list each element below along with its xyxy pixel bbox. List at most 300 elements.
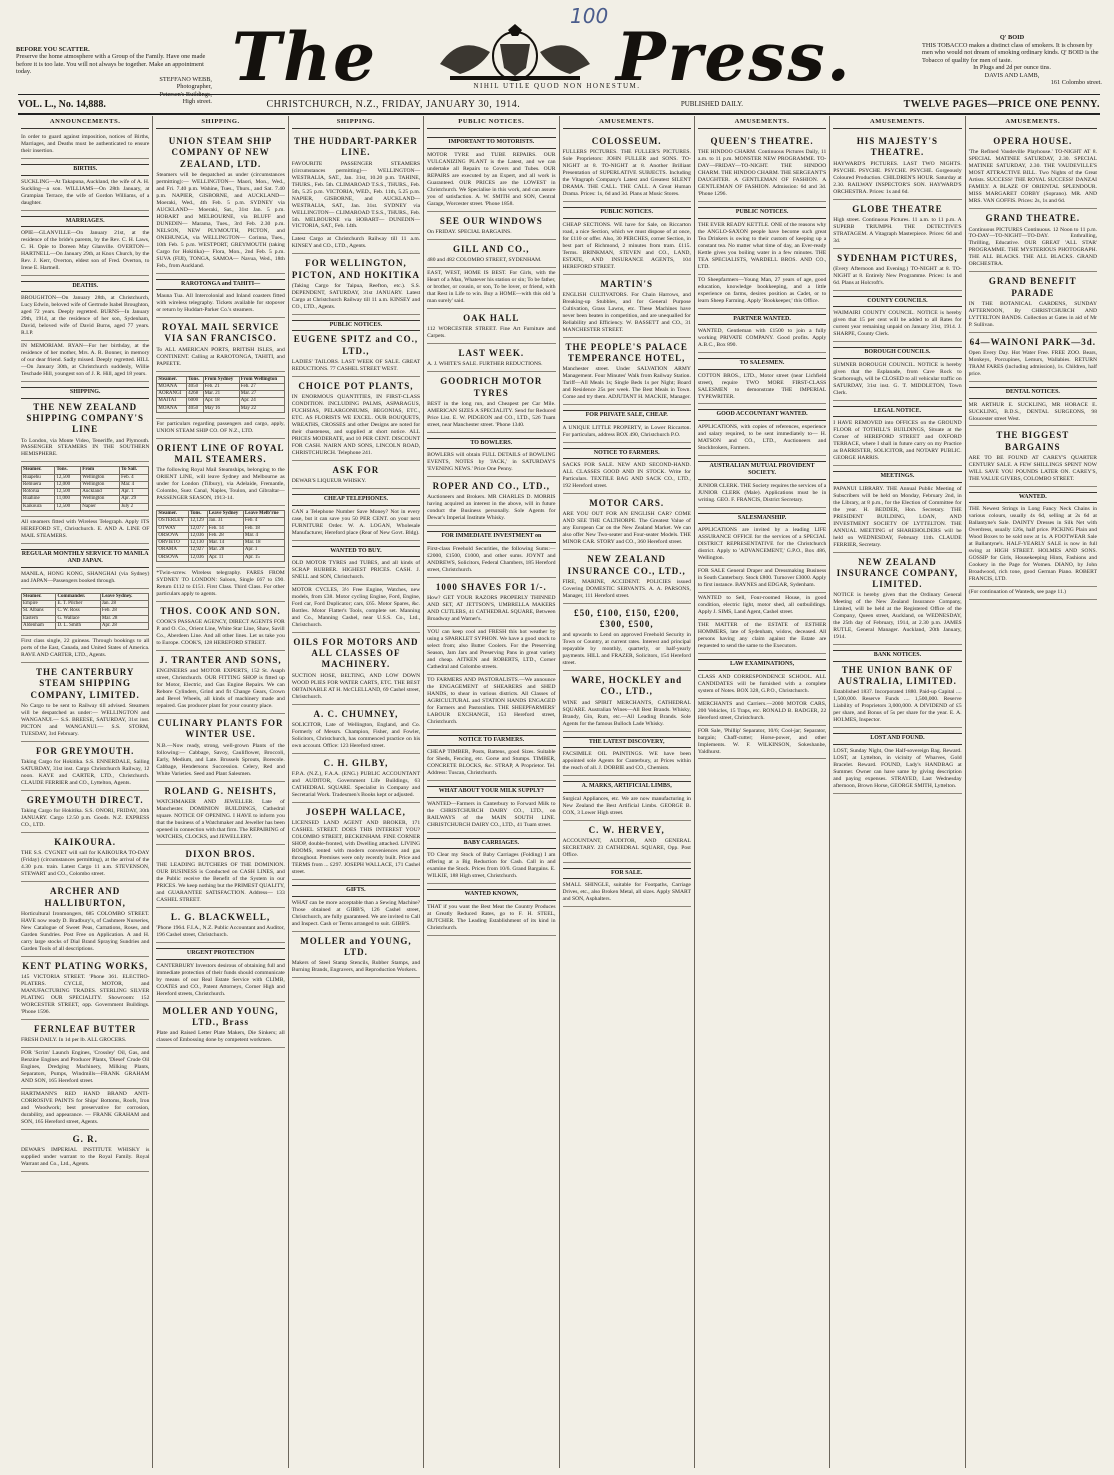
table-cell: 12,130 [189,540,208,547]
masthead-title-the: The [232,18,378,96]
ad-display-title: OAK HALL [463,312,520,323]
table-header-cell: From [81,467,120,474]
table-row [157,398,284,405]
ad-display-title: THE NEW ZEALAND SHIPPING COMPANY'S LINE [26,401,144,435]
ad-heading: A. MARKS, ARTIFICIAL LIMBS, [563,781,691,793]
left-notice-address1: Petersen's Buildings, [159,90,212,98]
table-header-row [22,593,149,600]
ad-body-text: WINE and SPIRIT MERCHANTS, CATHEDRAL SQUARE. Australian Wines—All Best Brands. Whisky, Brandy, Gin, Rum, etc.—All Leading Brands. Sole Agents for the famous Bulloch Lade Whisky. [562,699,691,727]
ad-body-text: A UNIQUE LITTLE PROPERTY, in Lower Riccarton. For particulars, address BOX 490, Christchurch P.O. [562,424,691,438]
advertisement [427,627,555,675]
table-header-cell: Steamer. [22,593,56,600]
advertisement [698,353,826,404]
table-header-cell: Steamer. [157,511,189,518]
ad-display-title: LAST WEEK. [458,348,525,359]
table-cell: E. T. Pilcher [56,601,100,608]
advertisement [427,240,555,268]
ad-display-title: A. C. CHUMNEY, [313,708,399,719]
advertisement [427,477,555,526]
ad-display-title: FOR GREYMOUTH. [35,745,135,756]
ad-body-text: Continuous PICTURES Continuous. 12 Noon to 11 p.m. TO-DAY—TO-NIGHT—TO-DAY. Enthralling, Thrilling, Educative. OUR GREAT 'ALL STAR' PROGRAMME. THE MYSTERIOUS PHOTOGRAPH. THE ALL BLACKS. THE ALL BLACKS. GRAND ORCHESTRA. [968,226,1097,268]
advertisement [833,200,961,249]
ad-heading: BOROUGH COUNCILS. [833,347,961,359]
advertisement [292,633,420,705]
ad-body-text: (Every Afternoon and Evening.) TO-NIGHT at 8. TO-NIGHT at 8. Entirely New Programme. Prices: 1s and 6d. Plans at Holcroft's. [833,265,962,286]
ad-body-text: MOTOR TYRE and TUBE REPAIRS. OUR VULCANIZING PLANT is the Latest, and we can undertake all Repairs to Covers and Tubes. OUR REPAIRS are executed by an Expert, and all work is Guaranteed. OUR PRICES are the LOWEST in Christchurch. We Specialise in this work, and can assure you of satisfaction. A. W. SMITH and SON, Central Garage, Worcester street. 'Phone 1858. [427,151,556,207]
advertisement [833,645,961,728]
ad-heading: SHIPPING. [21,387,149,399]
table-cell: Apr. 18 [203,398,239,405]
ad-display-title: NEW ZEALAND INSURANCE COMPANY, LIMITED. [836,556,959,590]
advertisement [563,275,691,338]
table-cell: OSTERLEY [157,518,189,525]
place-and-date: CHRISTCHURCH, N.Z., FRIDAY, JANUARY 30, 1914. [266,98,521,110]
ad-body-text: To London, via Monte Video, Teneriffe, and Plymouth. PASSENGER STEAMERS IN THE SOUTHERN HEMISPHERE. [21,437,150,458]
table-row [157,391,284,398]
advertisement [427,781,555,832]
left-notice-heading: BEFORE YOU SCATTER. [16,46,90,53]
ad-body-text: THAT if you want the Best Meat the Country Produces at Greatly Reduced Rates, go to F. H. STEEL, BUTCHER. The Leading Establishment of its kind in Christchurch. [427,903,556,931]
ad-heading: TO SALESMEN. [698,358,826,370]
masthead-motto: NIHIL UTILE QUOD NON HONESTUM. [473,82,641,90]
table-cell: Mar. 28 [100,615,149,622]
ad-body-text: 480 and 482 COLOMBO STREET, SYDENHAM. [427,256,542,263]
ad-heading: FOR SALE. [563,868,691,880]
table-row [157,405,284,412]
table-header-cell: Steamer. [22,467,55,474]
advertisement [292,880,420,931]
advertisement [156,782,284,845]
ad-body-text: COTTON BROS., LTD., Motor street (near Lichfield street), require TWO MORE FIRST-CLASS SALESMEN to demonstrate THE IMPERIAL TYPEWRITER. [697,372,827,400]
advertisement [21,211,149,276]
ad-body-text: OLD MOTOR TYRES and TUBES, and all kinds of SCRAP RUBBER. HIGHEST PRICES. CASH. J. SNELL and SON, Christchurch. [291,560,421,581]
table-cell: Jan. 28 [100,601,149,608]
table-cell: MOANA [157,405,187,412]
ad-body-text: Open Every Day. Hot Water Free. FREE ZOO. Bears, Monkeys, Porcupines, Lemurs, Wallabies. RETURN TRAM FARES (including admission), 1s. Children, half price. [968,350,1097,378]
ad-body-text: Latest Cargo at Christchurch Railway till 11 a.m. KINSEY and CO., LTD., Agents. [291,236,421,250]
advertisement [156,274,284,318]
advertisement [292,461,420,489]
ad-display-title: CULINARY PLANTS FOR WINTER USE. [157,718,284,740]
table-row [22,474,149,481]
table-cell: Feb. 18 [243,525,284,532]
advertisement [292,541,420,585]
advertisement [833,553,961,646]
table-row [22,496,149,503]
ad-heading: PUBLIC NOTICES. [698,207,826,219]
advertisement [292,754,420,803]
ad-body-text: TO FARMERS AND PASTORALISTS.—We announce the ENGAGEMENT of SHEARERS and SHED HANDS, to shear in various districts. All Classes of AGRICULTURAL and STATION HANDS ENGAGED for Farmers and Pastoralists. THE SHEEPFARMERS' LABOUR EXCHANGE, 153 Hereford street, Christchurch. [427,676,556,725]
table-cell: Feb. 28 [100,608,149,615]
column-6 [695,116,830,1468]
ad-body-text: SACKS FOR SALE. NEW AND SECOND-HAND. ALL CLASSES GOOD AND IN STOCK. Write for Particulars. TEXTILE BAG AND SACK CO., LTD., 192 Hereford street. [562,462,691,490]
advertisement [292,803,420,880]
advertisement [292,932,420,978]
ad-body-text: 'Phone 1964. F.I.A., N.Z. Public Accountant and Auditor, 196 Cashel street, Christchurch. [156,925,285,939]
masthead-right-notice [922,34,1102,87]
advertisement [969,272,1097,332]
table-header-cell: Leave Sydney [207,511,243,518]
ad-heading: WANTED TO BUY. [292,546,420,558]
column-5 [560,116,695,1468]
ad-display-title: GRAND BENEFIT PARADE [988,276,1077,298]
table-cell: Mar. 4 [243,532,284,539]
left-notice-name: STEFFANO WEBB, [159,75,212,83]
ad-heading: PUBLIC NOTICES. [563,207,691,219]
advertisement [563,494,691,550]
advertisement [21,882,149,956]
ad-body-text: I HAVE REMOVED into OFFICES on the GROUND FLOOR of TOTHILL'S BUILDINGS, Situate at the Corner of HEREFORD STREET and OXFORD TERRACE, where I shall in future carry on my Practice as BARRISTER, SOLICITOR, and NOTARY PUBLIC. GEORGE HARRIS. [833,420,962,462]
table-cell: Wellington [81,496,120,503]
advertisement [292,132,420,234]
table-cell: Jan. 31 [207,518,243,525]
ad-heading: TO BOWLERS. [427,438,555,450]
ad-body-text: IN THE BOTANICAL GARDENS, SUNDAY AFTERNOON, By CHRISTCHURCH AND LYTTELTON BANDS. Collection at Gates in aid of Mr P. Sullivan. [968,300,1097,328]
advertisement [21,1048,149,1089]
table-cell: Apr. 1 [243,547,284,554]
sailing-table [156,510,284,562]
advertisement [427,309,555,344]
advertisement [698,275,826,309]
ad-display-title: GILL AND CO., [453,243,530,254]
ad-body-text: Surgical Appliances, etc. We are now manufacturing in New Zealand the Best Artificial Limbs. GEORGE B. COX, 3 Lower High street. [562,795,691,816]
ad-heading: NOTICE TO FARMERS. [563,448,691,460]
ad-body-text: FOR SALE General Draper and Dressmaking Business in South Canterbury. Stock £800. Turnover £3000. Apply to first instance. BAYNES and EDGAR, Sydenham. [697,568,827,589]
advertisement [563,776,691,820]
right-notice-address: 161 Colombo street. [1050,79,1102,87]
ad-heading: AUSTRALIAN MUTUAL PROVIDENT SOCIETY. [698,461,826,480]
table-cell: May 16 [203,405,239,412]
ad-display-title: SEE OUR WINDOWS [439,215,543,226]
ad-body-text: ACCOUNTANT, AUDITOR, AND GENERAL SECRETARY. 23 CATHEDRAL SQUARE, Opp. Post Office. [562,837,691,858]
ad-body-text: The following Royal Mail Steamships, belonging to the ORIENT LINE, will leave Sydney and Melbourne as under for London (Tilbury), via Adelaide, Fremantle, Colombo, Suez Canal, Naples, Toulon, and Gibraltar—PASSENGER SEASON, 1913-14. [156,467,285,502]
table-cell: Mar. 21 [203,391,239,398]
sailing-table [21,466,149,511]
ad-heading: DEATHS. [21,281,149,293]
table-cell: Aldenham [22,622,56,629]
advertisement [563,443,691,494]
ad-body-text: MANILA, HONG KONG, SHANGHAI (via Sydney) and JAPAN—Passengers booked through. [21,570,150,584]
ad-heading: NOTICE TO FARMERS. [427,735,555,747]
ad-body-text: High street. Continuous Pictures. 11 a.m. to 11 p.m. A SUPERB TRIUMPH. THE DETECTIVE'S STRATAGEM. A Vitagraph Masterpiece. Prices: 6d and 3d. [833,216,962,244]
ad-body-text: BOWLERS will obtain FULL DETAILS of BOWLING EVENTS, NOTES by 'JACK,' in SATURDAY'S 'EVENING NEWS.' Price One Penny. [427,452,556,473]
table-cell: Rotorua [22,489,55,496]
ad-body-text: FAVOURITE PASSENGER STEAMERS (circumstances permitting)— WELLINGTON— WESTRALIA, SAT., Jan. 31st, 10.20 p.m. TAHINE, THURS., Feb. 5th. CLIMAROAD T.S.S., THURS., Feb. 5th, 5.25 p.m. VICTORIA, WED., Feb. 11th, 5.25 p.m. NAPIER, GISBORNE, and AUCKLAND— WESTRALIA, SAT., Jan. 31st. SYDNEY via WELLINGTON— CLIMAROAD T.S.S., THURS., Feb. 5th. MELBOURNE via HOBART— DUNEDIN— VICTORIA, SAT., Feb. 14th. [291,160,421,230]
ad-display-title: MOTOR CARS. [589,498,665,509]
table-row [157,554,284,561]
ad-body-text: WATCHMAKER AND JEWELLER. Late of Manchester. DOMINION BUILDINGS, Cathedral square. NOTICE OF OPENING. I HAVE to inform you that the business of a Watchmaker and Jeweller has been opened in connection with that firm. The REPAIRING of WATCHES, CLOCKS, and JEWELLERY. [156,798,285,840]
ad-display-title: WARE, HOCKLEY and CO., LTD., [571,675,683,697]
ad-body-text: Manchester street. Under SALVATION ARMY Management. Four Minutes' Walk from Railway Station. Tariff—All Meals 1s; Single Beds 1s per Night; Board and Residence 25s per week. The Best Meals in Town. Come and try them. ADJUTANT H. MACKIE, Manager. [562,366,691,401]
table-header-cell: Steamer. [157,376,187,383]
advertisement [969,132,1097,209]
ad-display-title: OILS FOR MOTORS AND ALL CLASSES OF MACHINERY. [293,636,419,670]
advertisement [698,132,826,202]
advertisement [563,671,691,731]
ad-heading: FOR IMMEDIATE INVESTMENT on [427,531,555,543]
ad-display-title: KAIKOURA. [54,837,117,848]
advertisement [292,315,420,377]
ad-heading: BIRTHS. [21,164,149,176]
advertisement [21,636,149,663]
advertisement [427,833,555,884]
table-cell: Feb. 21 [203,383,239,390]
advertisement [427,344,555,372]
ad-body-text: LICENSED LAND AGENT AND BROKER, 171 CASHEL STREET. DOES THIS INTEREST YOU? COLOMBO STREET, BECKENHAM. FINE CORNER SHOP, double-fronted, with Dwelling attached. LIVING ROOMS, rented with modern conveniences and gas throughout. Premises were only recently built. Price and TERMS from ... £297. JOSEPH WALLACE, 171 Cashel street. [291,820,421,876]
handwritten-page-number: 100 [570,4,609,28]
table-cell: Mar. 4 [120,481,149,488]
advertisement [21,276,149,341]
ad-body-text: WANTED to Sell, Four-roomed House, in good condition, electric light, motor shed, all outbuildings. Apply J. SIMS, Land Agent, Cashel street. [697,595,827,616]
ad-body-text: CANTERBURY Investors desirous of obtaining full and immediate protection of their funds should communicate by means of our Real Estate Service with CLIMB, COATES and CO., Patent Attorneys, Corner High and Hereford streets, Christchurch. [156,962,285,997]
advertisement [21,517,149,544]
ad-body-text: SUCKLING—At Takapuna, Auckland, the wife of A. H. Suckling—a son. WILLIAMS—On 28th January, at Grampian Terrace, the wife of Gordon Williams, of a daughter. [21,178,150,206]
ad-heading: SALESMANSHIP. [698,513,826,525]
table-row [22,503,149,510]
advertisement [833,728,961,793]
advertisement [833,291,961,342]
advertisement [698,620,826,654]
ad-display-title: C. W. HERVEY, [588,824,665,835]
table-cell: Apr. 24 [239,398,284,405]
ad-display-title: EUGENE SPITZ and CO., LTD., [293,334,419,356]
table-cell: Apr. 28 [100,622,149,629]
ad-body-text: How? GET YOUR RAZORS PROPERLY THINNED AND SET, AT JETTSON'S, UMBRELLA MAKERS AND CUTLERS, 41 CATHEDRAL SQUARE, Between Broadway and Warner's. [427,595,556,623]
ad-body-text: (Taking Cargo for Taipua, Reefton, etc.). S.S. DEPENDENT, SATURDAY, 31st JANUARY. Latest Cargo at Christchurch Railway till 11 a.m. KINSEY and CO., LTD., Agents. [291,282,421,310]
advertisement [156,602,284,651]
ad-body-text: SUMNER BOROUGH COUNCIL. NOTICE is hereby given that the Esplanade, from Cave Rock to Scarborough, will be CLOSED to all vehicular traffic on SATURDAY, 31st inst. G. T. MIDDLETON, Town Clerk. [833,361,962,396]
ad-body-text: Taking Cargo for Hokitika. S.S. ONORI, FRIDAY, 30th JANUARY. Cargo 12.50 p.m. Goods. N.Z. EXPRESS CO., LTD. [21,808,150,829]
advertisement [292,585,420,633]
table-row [157,383,284,390]
advertisement [21,132,149,159]
left-notice-body: Preserve the home atmosphere with a Group of the Family. Have one made before it is too late. You will not always be together. Make an appointment today. [16,53,206,76]
ad-heading: COUNTY COUNCILS. [833,296,961,308]
advertisement [698,566,826,593]
table-cell: Ruapehu [22,474,55,481]
advertisement [292,705,420,754]
ad-display-title: GOODRICH MOTOR TYRES [440,376,543,398]
ad-body-text: COOK'S PASSAGE AGENCY, DIRECT AGENTS FOR P. and O. Co., Orient Line, White Star Line, Shaw, Savill Co., Aberdeen Line. And all other lines. Let us take you to Europe. COOK'S, 128 HEREFORD STREET. [156,619,285,647]
table-cell: Remuera [22,481,55,488]
table-cell: Kaikoura [22,503,55,510]
advertisement [156,372,284,419]
ad-display-title: ARCHER AND HALLIBURTON, [44,886,126,908]
ad-display-title: ROLAND G. NEISHTS, [164,785,277,796]
ad-display-title: G. R. [72,1133,98,1144]
ad-body-text: No Cargo to be sent to Railway till advised. Steamers will be despatched as under:— WELLINGTON and WANGANUI.— S.S. BREESE, SATURDAY, 31st inst. PICTON and WANGANUI.— S.S. STORM, TUESDAY, 3rd February. [21,702,150,737]
advertisement [156,908,284,943]
ad-body-text: LOST, Sunday Night, One Half-sovereign Bag. Reward. LOST, at Lyttelton, in vicinity of Wharves, Gold Bracelet. Reward. FOUND, Lady's HANDBAG at Summer. Owner can have same by giving description and paying expenses. STRAYED, Last Wednesday afternoon, Brown Horse, GEORGE SMITH, Lyttelton. [833,747,962,789]
ad-body-text: EAST, WEST, HOME IS BEST. For Girls, with the Heart of a Man, Whatever his station or sin; To be father, or brother, or cousin, or son, To be lover, or friend, with that Rest in Life to win. Buy a HOME—with this old 'a man surely' said. [427,269,556,304]
advertisement [427,730,555,781]
ad-heading: URGENT PROTECTION [156,948,284,960]
table-cell: July 2 [120,503,149,510]
advertisement [563,732,691,776]
ad-body-text: WAIMAIRI COUNTY COUNCIL. NOTICE is hereby given that 15 per cent will be added to all Rates for current year remaining unpaid on January 31st, 1914. J. SHARPE, County Clerk. [833,310,962,338]
table-header-cell: From Wellington [239,376,284,383]
ad-body-text: APPLICATIONS are invited by a leading LIFE ASSURANCE OFFICE for the services of a SPECIAL DISTRICT REPRESENTATIVE for the Christchurch district. Apply to 'ADVANCEMENT,' G.P.O., Box 486, Wellington. [697,527,827,562]
ad-display-title: JOSEPH WALLACE, [306,807,406,818]
advertisement [563,202,691,274]
ad-display-title: ORIENT LINE OF ROYAL MAIL STEAMERS. [156,442,285,465]
table-row [157,540,284,547]
ad-body-text: HARTMANN'S RED HAND BRAND ANTI-CORROSIVE PAINTS for Ships' Bottoms, Roofs, Iron and Woodwork; best preservative for corrosion, durability, and appearance. — FRANK GRAHAM and SON, 165 Hereford street, Agents. [21,1091,150,1125]
ad-body-text: TO Sheepfarmers—Young Man, 27 years of age, good education, knowledge bookkeeping, and a little experience on farms, desires position as Cadet, or to learn Sheep Farming. Apply 'Bookkeeper,' this Office. [697,276,827,304]
ad-body-text: For particulars regarding passengers and cargo, apply, UNION STEAM SHIP CO. OF N.Z., LTD. [156,420,285,434]
table-cell: 6000 [187,398,203,405]
ad-body-text: *Twin-screw. Wireless telegraphy. FARES FROM SYDNEY TO LONDON: Saloon, Single £67 to £90. Return £112 to £151. First Class. Third Class. For other particulars apply to agents. [156,569,285,597]
table-row [22,615,149,622]
table-row [157,547,284,554]
table-row [157,525,284,532]
table-row [22,481,149,488]
table-cell: 4050 [187,405,203,412]
advertisement [969,333,1097,382]
advertisement [156,132,284,274]
table-row [22,608,149,615]
table-cell: D. L. Smith [56,622,100,629]
ad-display-title: C. H. GILBY, [323,757,389,768]
ad-body-text: PAPANUI LIBRARY. THE Annual Public Meeting of Subscribers will be held on Monday, February 2nd, in the Library, at 8 p.m., for the Election of Committee for the year. H. BEDDER, Hon. Secretary. THE PRESIDENT BUILDING, LOAN, AND INVESTMENT SOCIETY OF LYTTELTON. THE ANNUAL MEETING of SHAREHOLDERS will be held on WEDNESDAY, February 11th. CLAUDE FERRIER, Secretary. [833,485,962,548]
advertisement [698,456,826,508]
advertisement [156,1002,284,1048]
ad-display-title: THE UNION BANK OF AUSTRALIA, LIMITED. [838,664,957,686]
ad-body-text: CLASS AND CORRESPONDENCE SCHOOL. ALL CANDIDATES will be furnished with a complete system of Notes. BOX 328, G.P.O., Christchurch. [697,673,827,694]
page-count-price: TWELVE PAGES—PRICE ONE PENNY. [903,98,1100,110]
table-header-row [157,376,284,383]
column-heading: SHIPPING. [156,116,284,129]
advertisement [156,845,284,908]
advertisement [156,318,284,371]
ad-display-title: QUEEN'S THEATRE. [710,136,814,147]
ad-body-text: CAN a Telephone Number Save Money? Not in every case, but it can save you 50 PER CENT. on your next FURNITURE Order. W. A. LOGAN, Wholesale Manufacturer, Hereford place (Rear of New Govt. Bldg). [291,508,421,536]
advertisement [427,578,555,627]
volume-number: VOL. L., No. 14,888. [18,98,106,110]
ad-body-text: FULLERS PICTURES. THE FULLER'S PICTURES. Sole Proprietors: JOHN FULLER and SONS. TO-NIGHT at 8. TO-NIGHT at 8. Another Brilliant Presentation of SUPERLATIVE SUBJECTS. Including the Vitagraph Company's Latest and Greatest SILENT DRAMA. THE CALL. THE CALL. A Great Human Drama. Prices: 1s, 6d and 3d. Plans at Music Stores. [562,149,691,198]
column-heading: SHIPPING. [292,116,420,129]
table-cell: Ruahine [22,496,55,503]
ad-body-text: OPIE—GLANVILLE—On January 21st, at the residence of the bride's parents, by the Rev. C. H. Laws, C. H. Opie to Doreen May Glanville. OVERTON—HARTNELL—On January 29th, at Knox Church, by the Rev. J. Kerr, Overton, eldest son of Fred. Overton, to Irene E. Hartnell. [21,230,150,271]
table-cell: Feb. 27 [239,383,284,390]
ad-display-title: GLOBE THEATRE [852,203,943,214]
ad-body-text: THE S.S. CYGNET will sail for KAIKOURA TO-DAY (Friday) (circumstances permitting), at the arrival of the 4.30 p.m. train. Latest Cargo 11 a.m. STEVENSON, STEWART and CO., Colombo street. [21,850,150,878]
ad-body-text: (For continuation of Wanteds, see page 11.) [968,589,1067,596]
table-cell: Auckland [81,489,120,496]
ad-body-text: IN MEMORIAM. RYAN—For her birthday, at the residence of her mother, Mrs. A. R. Bonner, in memory of our dear friend. Sadly missed. Deeply regretted. HILL—On January 30th, at Christchurch suddenly, Willie Teschade Hill, youngest son of J. R. Hill, aged 18 years. [21,343,150,378]
ad-heading: DENTAL NOTICES. [969,387,1097,399]
ad-body-text: ENGLISH CULTIVATORS. For Chain Harrows, and Breaking-up Stubbles, and for General Purpose Cultivation, Grass Lawns, etc. These Machines have never been beaten in competition, and are unequalled for Reliability and Efficiency. W. BASSETT and CO., 31 MANCHESTER STREET. [562,291,691,333]
advertisement [427,675,555,730]
table-cell: Apr. 29 [120,496,149,503]
ad-heading: GIFTS. [292,885,420,897]
ad-body-text: In order to guard against imposition, notices of Births, Marriages, and Deaths must be authenticated to ensure their insertion. [21,134,150,155]
table-header-cell: Leave Sydney. [100,593,149,600]
table-header-cell: From Sydney [203,376,239,383]
advertisement [21,1020,149,1048]
advertisement [833,466,961,552]
advertisement [21,589,149,636]
ad-body-text: FOR 'Scrim' Launch Engines, 'Crossley' Oil, Gas, and Benzine Engines and Producer Plants, 'Diesel' Crude Oil Engines, Dredging Machinery, Milking Plants, Separators, Pumps, Windmills—FRANK GRAHAM AND SON, 165 Hereford street. [21,1050,150,1085]
ad-body-text: THE Newest Strings in Long Fancy Neck Chains in various colours, usually 4s 6d, selling at 2s 6d at Ballantyne's Sale. DAINTY Dresses in Silk Net with Overdress, usually 126s, half price. PICKING Plain and Wood Boxes to be sold now at 1s. A FOOTWEAR Sale at Ballantyne's. HALF-YEARLY SALE is now in full swing at HIGH STREET. HOLMES AND SONS. GOSSIP for Girls, Housekeeping Hints, Fashions and Cookery in the Page for Women. DIANO, by John Broadwood, rich tone, good German Piano. ROBERT FRANCIS, LTD. [968,506,1097,583]
column-4 [424,116,559,1468]
ad-display-title: £50, £100, £150, £200, £300, £500, [574,607,680,630]
ad-display-title: THE CANTERBURY STEAM SHIPPING COMPANY, LIMITED. [30,667,140,700]
advertisement [156,714,284,781]
advertisement [427,433,555,477]
ad-body-text: On FRIDAY. SPECIAL BARGAINS. [427,228,512,235]
table-cell: Mar. 28 [207,547,243,554]
ad-display-title: KENT PLATING WORKS, [22,960,149,971]
ad-body-text: WHAT can be more acceptable than a Sewing Machine? Those obtained at GIBB'S, 126 Cashel street, Christchurch, are fully guaranteed. We are invited to Call and Inspect. Cash or Terms arranged to suit. GIBB'S. [291,899,421,927]
table-cell: Apr. 1 [120,489,149,496]
ad-heading: WANTED KNOWN, [427,889,555,901]
table-cell: 4050 [187,383,203,390]
sailing-table [156,376,284,413]
table-cell: ORVIETO [157,540,189,547]
advertisement [21,544,149,589]
table-cell: Eastern [22,615,56,622]
table-cell: Feb. 28 [207,532,243,539]
advertisement [698,309,826,353]
advertisement [427,212,555,240]
table-cell: G. Wallace [56,615,100,622]
advertisement [21,1130,149,1172]
ad-display-title: ROYAL MAIL SERVICE VIA SAN FRANCISCO. [161,322,280,344]
advertisement [427,132,555,211]
ad-display-title: ROPER AND CO., LTD., [432,481,551,492]
table-header-cell: Leave Melb'rne [243,511,284,518]
ad-display-title: FOR WELLINGTON, PICTON, AND HOKITIKA [291,258,420,280]
advertisement [292,254,420,314]
advertisement [21,159,149,210]
ad-body-text: 112 WORCESTER STREET. Fine Art Furniture and Carpets. [427,326,556,340]
ad-body-text: IN ENORMOUS QUANTITIES, IN FIRST-CLASS CONDITION. INCLUDING PALMS, ASPARAGUS, FUCHSIAS, PELARGONIUMS, BEGONIAS, ETC., ETC. AS FLORISTS WE EXCEL. OUR BOUQUETS, WREATHS, CROSSES and other Designs are noted for their chasteness, and supplied at short notice. ALL PRICES MODERATE, and 10 PER CENT. DISCOUNT FOR CASH. NAIRN AND SONS, LINCOLN ROAD, CHRISTCHURCH. Telephone 241. [291,394,421,456]
ad-display-title: THE PEOPLE'S PALACE TEMPERANCE HOTEL, [565,341,688,364]
table-row [22,601,149,608]
column-heading: AMUSEMENTS. [563,116,691,129]
ad-body-text: Steamers will be despatched as under (circumstances permitting):— WELLINGTON— Maori, Mon., Wed., and Fri. 7.40 p.m. Wahine, Tues., Thurs., and Sat. 7.40 p.m. NAPIER, GISBORNE, and AUCKLAND— Moeraki, Wed., 4th Feb. 5 p.m. SYDNEY via AUCKLAND— Moeraki, Sat., 31st Jan. 5 p.m. HOBART and MELBOURNE, via BLUFF and DUNEDIN— Marama, Tues., 3rd Feb. 2.30 p.m. NELSON, NEW PLYMOUTH, PICTON, and ONEHUNGA, via WELLINGTON— Corinna, Tues., 10th Feb. 5 p.m. WESTPORT, GREYMOUTH (taking Cargo for Hokitika)— Flora, Mon., 2nd Feb. 5 p.m. SUVA (FIJI), TONGA, SAMOA— Navua, Wed., 18th Feb., from Auckland. [156,171,285,269]
advertisement [156,506,284,568]
ad-heading: PARTNER WANTED. [698,314,826,326]
column-2 [153,116,288,1468]
advertisement [21,462,149,517]
ad-display-title: DIXON BROS. [185,848,256,859]
column-heading: AMUSEMENTS. [833,116,961,129]
ad-body-text: SUCTION HOSE, BELTING, AND LOW DOWN WOOD PLIES FOR WATER CARTS, ETC. THE BEST OBTAINABLE AT H. McCLELLAND, 69 Cashel street, Christchurch. [291,672,421,700]
ad-body-text: LADIES' TAILORS. LAST WEEK OF SALE. GREAT REDUCTIONS. 77 CASHEL STREET WEST. [291,358,421,372]
ad-body-text: Mauna Tua. All Intercolonial and Inland coasters fitted with wireless telegraphy. Tickets available for stopover or return by Huddart-Parker Co.'s steamers. [156,293,285,314]
table-cell: 12,036 [189,554,208,561]
ad-display-title: UNION STEAM SHIP COMPANY OF NEW ZEALAND, LTD. [168,136,273,169]
table-cell: MOANA [157,383,187,390]
right-notice-line2: In Plugs and 2d per ounce tins. [973,64,1051,72]
advertisement [563,604,691,671]
ad-display-title: ASK FOR [332,464,380,475]
ad-body-text: 145 VICTORIA STREET. 'Phone 361. ELECTRO-PLATERS. CYCLE, MOTOR, and MANUFACTURING TRADES. STERLING SILVER PLATING OUR SPECIALITY. Showroom: 152 WORCESTER STREET, opp. Government Buildings. 'Phone 1596. [21,973,150,1015]
advertisement [427,884,555,935]
ad-heading: MARRIAGES. [21,216,149,228]
advertisement [21,1089,149,1130]
table-cell: May 22 [239,405,284,412]
ad-display-title: SYDENHAM PICTURES, [837,252,958,263]
advertisement [698,654,826,698]
table-cell: Empire [22,601,56,608]
table-header-cell: Commander. [56,593,100,600]
table-cell: MAITAI [157,398,187,405]
advertisement [969,382,1097,426]
ad-heading: RAROTONGA and TAHITI— [156,279,284,291]
